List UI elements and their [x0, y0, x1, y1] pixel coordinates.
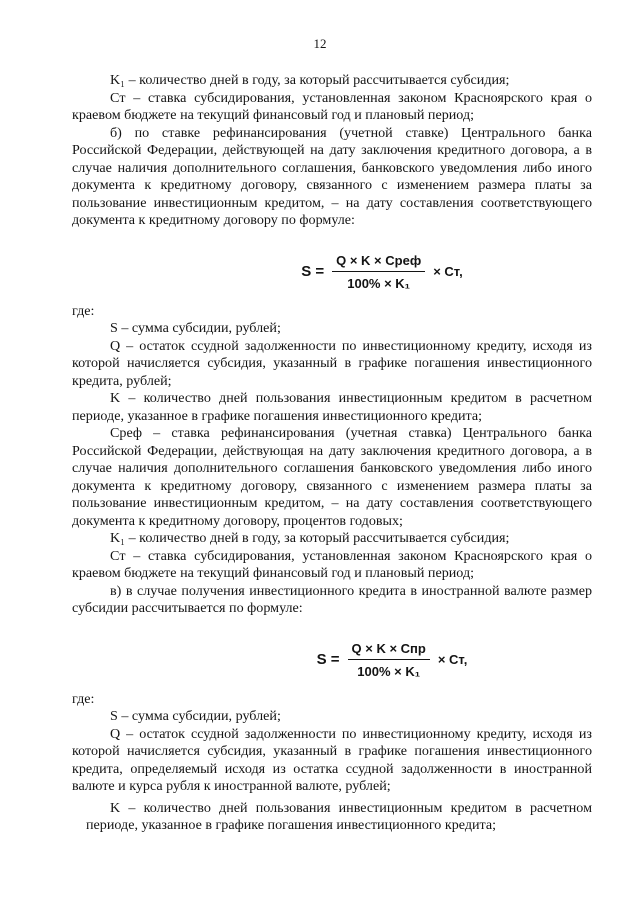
- formula-subsidy-foreign-currency: [192, 640, 592, 681]
- paragraph: K – количество дней пользования инвестиционным кредитом в расчетном периоде, указанное в графике погашения инвестиционного кредита;: [72, 390, 592, 424]
- formula-fraction: [332, 252, 425, 293]
- formula-denominator: 100% × K₁: [357, 664, 421, 679]
- paragraph: в) в случае получения инвестиционного кредита в иностранной валюте размер субсидии рассчитывается по формуле:: [72, 582, 592, 616]
- paragraph: S – сумма субсидии, рублей;: [110, 708, 281, 724]
- formula-lhs: S =: [316, 651, 340, 669]
- paragraph: Q – остаток ссудной задолженности по инвестиционному кредиту, исходя из которой начисляется субсидия, указанный в графике погашения инвестиционного кредита, определяемый исходя из остатка ссудной задолженности в иностранной валюте и курса рубля к иностранной валюте, рублей;: [72, 725, 592, 794]
- paragraph: Cреф – ставка рефинансирования (учетная ставка) Центрального банка Российской Федерации, действующая на дату заключения кредитного договора, а в случае наличия дополнительного соглашения банковского уведомления либо иного документа к кредитному договору, связанного с изменением размера платы за пользование инвестиционным кредитом, – на дату составления соответствующего документа к кредитному договору, процентов годовых;: [72, 425, 592, 529]
- formula-denominator: 100% × K₁: [347, 276, 411, 291]
- formula-subsidy-refinancing: [172, 252, 592, 293]
- formula-rhs: × Cт,: [433, 264, 463, 280]
- formula-numerator: Q × K × Cреф: [332, 252, 425, 273]
- document-body: [72, 72, 592, 835]
- paragraph: K₁ – количество дней в году, за который рассчитывается субсидия;: [110, 72, 510, 88]
- paragraph: Q – остаток ссудной задолженности по инвестиционному кредиту, исходя из которой начисляется субсидия, указанный в графике погашения инвестиционного кредита, рублей;: [72, 337, 592, 389]
- paragraph: где:: [72, 302, 95, 319]
- paragraph: б) по ставке рефинансирования (учетной ставке) Центрального банка Российской Федерации, действующей на дату заключения кредитного договора, а в случае наличия дополнительного соглашения, банковского уведомления либо иного документа к кредитному договору, связанного с изменением размера платы за пользование инвестиционным кредитом, – на дату составления соответствующего документа к кредитному договору по формуле:: [72, 124, 592, 228]
- paragraph: K₁ – количество дней в году, за который рассчитывается субсидия;: [110, 530, 510, 546]
- paragraph: S – сумма субсидии, рублей;: [110, 320, 281, 336]
- formula-fraction: [348, 640, 430, 681]
- paragraph: Cт – ставка субсидирования, установленная законом Красноярского края о краевом бюджете на текущий финансовый год и плановый период;: [72, 547, 592, 581]
- paragraph: где:: [72, 690, 95, 707]
- formula-rhs: × Cт,: [437, 652, 468, 668]
- paragraph: K – количество дней пользования инвестиционным кредитом в расчетном периоде, указанное в графике погашения инвестиционного кредита;: [86, 799, 592, 833]
- continuation-block: [72, 800, 592, 835]
- paragraph: Cт – ставка субсидирования, установленная законом Красноярского края о краевом бюджете на текущий финансовый год и плановый период;: [72, 89, 592, 123]
- page-number: 12: [313, 36, 327, 51]
- formula-lhs: S =: [301, 263, 325, 281]
- formula-numerator: Q × K × Cпр: [348, 640, 430, 661]
